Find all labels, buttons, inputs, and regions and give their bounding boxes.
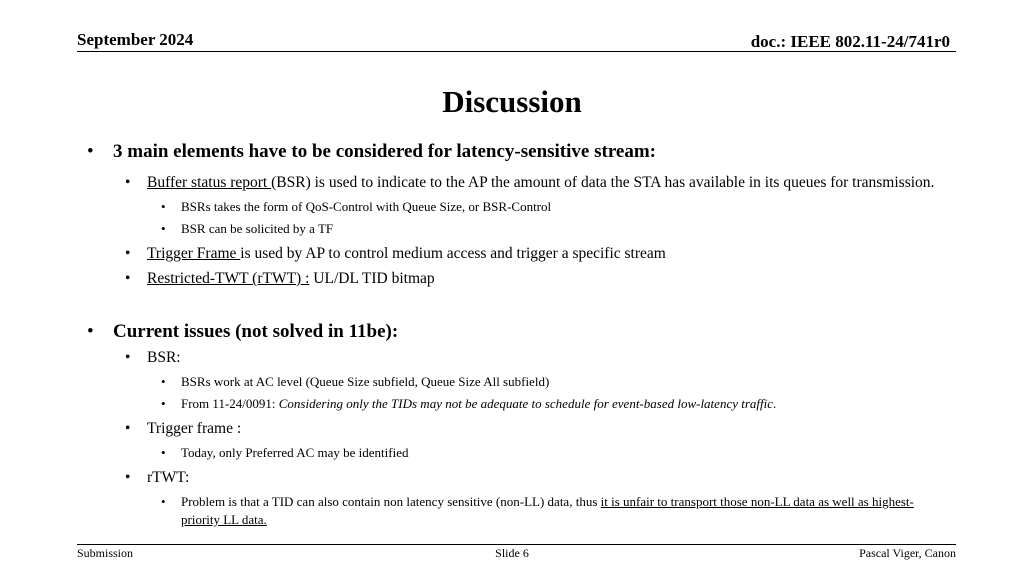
header-date: September 2024 — [77, 30, 194, 49]
rtwt-link-text: Restricted-TWT (rTWT) : — [147, 270, 310, 287]
bullet-icon: • — [161, 494, 166, 509]
bullet-icon: • — [125, 245, 131, 262]
list-item-issue-rtwt — [125, 467, 937, 489]
list-item-text: Trigger frame : — [147, 420, 242, 437]
list-item-text: BSRs work at AC level (Queue Size subfield, Queue Size All subfield) — [181, 374, 550, 389]
list-item-text: Problem is that a TID can also contain non latency sensitive (non-LL) data, thus — [181, 494, 601, 509]
list-item-text: BSRs takes the form of QoS-Control with Queue Size, or BSR-Control — [181, 199, 552, 214]
heading-text: Current issues (not solved in 11be): — [113, 321, 399, 342]
footer-submission: Submission — [77, 546, 134, 560]
list-item-trigger-frame — [125, 243, 937, 265]
bullet-icon: • — [161, 396, 166, 411]
section-current-issues-heading — [87, 320, 943, 344]
list-item — [161, 444, 941, 462]
header-divider — [77, 51, 956, 52]
bsr-link-text: Buffer status report — [147, 174, 272, 191]
list-item-issue-trigger-frame — [125, 418, 937, 440]
list-item-text: BSR can be solicited by a TF — [181, 221, 334, 236]
list-item — [161, 198, 941, 216]
bullet-icon: • — [125, 420, 131, 437]
bullet-icon: • — [87, 321, 94, 342]
citation-quote: Considering only the TIDs may not be adequate to schedule for event-based low-latency traffic — [278, 396, 774, 411]
section-main-elements-heading — [87, 140, 943, 164]
slide-body — [0, 140, 1024, 529]
emphasis-text: it is unfair to transport those non-LL data as well as highest-priority LL data. — [181, 494, 914, 527]
list-item-text: From 11-24/0091: — [181, 396, 279, 411]
bullet-icon: • — [161, 374, 166, 389]
list-item — [161, 395, 941, 413]
list-item-bsr — [125, 172, 937, 194]
bullet-icon: • — [161, 199, 166, 214]
header-doc-id: doc.: IEEE 802.11-24/741r0 — [750, 32, 950, 51]
list-item — [161, 220, 941, 238]
rtwt-description: UL/DL TID bitmap — [309, 270, 435, 287]
bullet-icon: • — [125, 469, 131, 486]
list-item-issue-bsr — [125, 347, 937, 369]
footer-author: Pascal Viger, Canon — [859, 546, 956, 560]
bullet-icon: • — [125, 270, 131, 287]
footer-slide-number: Slide 6 — [495, 546, 529, 560]
trigger-frame-description: is used by AP to control medium access and trigger a specific stream — [240, 245, 666, 262]
slide-title: Discussion — [442, 84, 582, 119]
trigger-frame-link-text: Trigger Frame — [147, 245, 241, 262]
bullet-icon: • — [125, 174, 131, 191]
heading-text: 3 main elements have to be considered for latency-sensitive stream: — [113, 141, 656, 162]
list-item-rtwt — [125, 268, 937, 290]
footer-divider — [77, 544, 956, 545]
bsr-description: (BSR) is used to indicate to the AP the amount of data the STA has available in its queues for transmission. — [271, 174, 935, 191]
bullet-icon: • — [161, 445, 166, 460]
list-item — [161, 493, 941, 529]
bullet-icon: • — [87, 141, 94, 162]
bullet-icon: • — [125, 349, 131, 366]
list-item-text: rTWT: — [147, 469, 190, 486]
list-item — [161, 373, 941, 391]
list-item-text: . — [773, 396, 777, 411]
list-item-text: Today, only Preferred AC may be identified — [181, 445, 409, 460]
list-item-text: BSR: — [147, 349, 181, 366]
bullet-icon: • — [161, 221, 166, 236]
